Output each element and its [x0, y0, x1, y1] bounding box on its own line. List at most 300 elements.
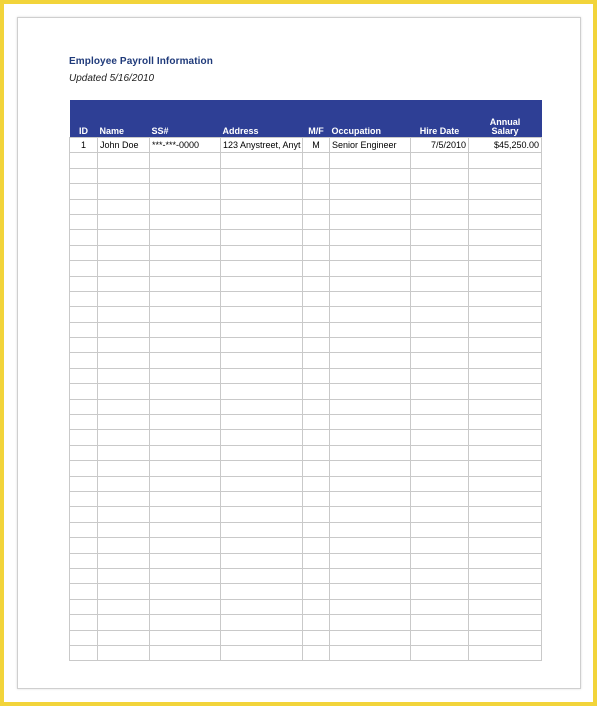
- empty-cell[interactable]: [70, 630, 98, 645]
- empty-cell[interactable]: [303, 645, 330, 660]
- empty-cell[interactable]: [70, 445, 98, 460]
- empty-cell[interactable]: [70, 399, 98, 414]
- empty-cell[interactable]: [150, 399, 221, 414]
- empty-cell[interactable]: [221, 214, 303, 229]
- empty-cell[interactable]: [330, 291, 411, 306]
- empty-cell[interactable]: [469, 568, 542, 583]
- empty-cell[interactable]: [221, 615, 303, 630]
- header-gender[interactable]: M/F: [303, 100, 330, 138]
- empty-cell[interactable]: [303, 230, 330, 245]
- empty-cell[interactable]: [303, 168, 330, 183]
- empty-cell[interactable]: [98, 584, 150, 599]
- empty-cell[interactable]: [98, 338, 150, 353]
- cell-occupation[interactable]: Senior Engineer: [330, 138, 411, 153]
- table-row: [70, 261, 542, 276]
- empty-cell[interactable]: [411, 353, 469, 368]
- empty-cell[interactable]: [411, 445, 469, 460]
- empty-cell[interactable]: [330, 599, 411, 614]
- empty-cell[interactable]: [221, 291, 303, 306]
- empty-cell[interactable]: [469, 399, 542, 414]
- cell-hire-date[interactable]: 7/5/2010: [411, 138, 469, 153]
- empty-cell[interactable]: [98, 553, 150, 568]
- empty-cell[interactable]: [469, 276, 542, 291]
- empty-cell[interactable]: [411, 615, 469, 630]
- empty-cell[interactable]: [150, 291, 221, 306]
- table-row: [70, 461, 542, 476]
- empty-cell[interactable]: [303, 568, 330, 583]
- empty-cell[interactable]: [221, 599, 303, 614]
- empty-cell[interactable]: [98, 491, 150, 506]
- empty-cell[interactable]: [221, 445, 303, 460]
- empty-cell[interactable]: [411, 430, 469, 445]
- empty-cell[interactable]: [469, 584, 542, 599]
- empty-cell[interactable]: [411, 261, 469, 276]
- empty-cell[interactable]: [221, 522, 303, 537]
- empty-cell[interactable]: [411, 538, 469, 553]
- empty-cell[interactable]: [70, 584, 98, 599]
- payroll-table: [69, 100, 542, 661]
- empty-cell[interactable]: [330, 168, 411, 183]
- empty-cell[interactable]: [98, 615, 150, 630]
- empty-cell[interactable]: [150, 568, 221, 583]
- empty-cell[interactable]: [469, 168, 542, 183]
- empty-cell[interactable]: [70, 415, 98, 430]
- header-annual-salary-label: Annual Salary: [489, 117, 521, 136]
- empty-cell[interactable]: [469, 476, 542, 491]
- cell-gender[interactable]: M: [303, 138, 330, 153]
- empty-cell[interactable]: [330, 214, 411, 229]
- empty-cell[interactable]: [150, 538, 221, 553]
- empty-cell[interactable]: [98, 384, 150, 399]
- empty-cell[interactable]: [70, 522, 98, 537]
- empty-cell[interactable]: [411, 245, 469, 260]
- empty-cell[interactable]: [98, 322, 150, 337]
- empty-cell[interactable]: [469, 307, 542, 322]
- table-row: [70, 245, 542, 260]
- empty-cell[interactable]: [330, 384, 411, 399]
- empty-cell[interactable]: [150, 245, 221, 260]
- empty-cell[interactable]: [303, 522, 330, 537]
- empty-cell[interactable]: [98, 645, 150, 660]
- empty-cell[interactable]: [330, 261, 411, 276]
- empty-cell[interactable]: [221, 568, 303, 583]
- empty-cell[interactable]: [469, 353, 542, 368]
- empty-cell[interactable]: [330, 415, 411, 430]
- empty-cell[interactable]: [150, 461, 221, 476]
- empty-cell[interactable]: [411, 584, 469, 599]
- table-row: [70, 276, 542, 291]
- empty-cell[interactable]: [411, 230, 469, 245]
- empty-cell[interactable]: [221, 184, 303, 199]
- empty-cell[interactable]: [411, 307, 469, 322]
- empty-cell[interactable]: [303, 307, 330, 322]
- empty-cell[interactable]: [303, 553, 330, 568]
- empty-cell[interactable]: [330, 184, 411, 199]
- empty-cell[interactable]: [98, 261, 150, 276]
- table-row: [70, 353, 542, 368]
- empty-cell[interactable]: [330, 630, 411, 645]
- empty-cell[interactable]: [70, 599, 98, 614]
- empty-cell[interactable]: [221, 168, 303, 183]
- empty-cell[interactable]: [330, 368, 411, 383]
- empty-cell[interactable]: [303, 430, 330, 445]
- empty-cell[interactable]: [150, 368, 221, 383]
- empty-cell[interactable]: [221, 338, 303, 353]
- empty-cell[interactable]: [70, 168, 98, 183]
- empty-cell[interactable]: [330, 507, 411, 522]
- empty-cell[interactable]: [469, 491, 542, 506]
- empty-cell[interactable]: [411, 368, 469, 383]
- empty-cell[interactable]: [221, 353, 303, 368]
- table-row: [70, 615, 542, 630]
- empty-cell[interactable]: [70, 153, 98, 168]
- empty-cell[interactable]: [330, 153, 411, 168]
- empty-cell[interactable]: [70, 276, 98, 291]
- empty-cell[interactable]: [303, 584, 330, 599]
- empty-cell[interactable]: [469, 184, 542, 199]
- empty-cell[interactable]: [303, 353, 330, 368]
- empty-cell[interactable]: [411, 322, 469, 337]
- empty-cell[interactable]: [221, 538, 303, 553]
- empty-cell[interactable]: [411, 276, 469, 291]
- empty-cell[interactable]: [469, 615, 542, 630]
- empty-cell[interactable]: [330, 615, 411, 630]
- empty-cell[interactable]: [411, 168, 469, 183]
- empty-cell[interactable]: [221, 261, 303, 276]
- empty-cell[interactable]: [98, 230, 150, 245]
- cell-name[interactable]: John Doe: [98, 138, 150, 153]
- empty-cell[interactable]: [469, 430, 542, 445]
- cell-address[interactable]: 123 Anystreet, Anyt: [221, 138, 303, 153]
- empty-cell[interactable]: [98, 568, 150, 583]
- empty-cell[interactable]: [221, 153, 303, 168]
- empty-cell[interactable]: [221, 276, 303, 291]
- empty-cell[interactable]: [70, 230, 98, 245]
- header-name[interactable]: Name: [98, 100, 150, 138]
- empty-cell[interactable]: [330, 584, 411, 599]
- table-row: [70, 138, 542, 153]
- empty-cell[interactable]: [98, 245, 150, 260]
- empty-cell[interactable]: [411, 507, 469, 522]
- empty-cell[interactable]: [330, 553, 411, 568]
- empty-cell[interactable]: [70, 553, 98, 568]
- empty-cell[interactable]: [221, 430, 303, 445]
- empty-cell[interactable]: [330, 538, 411, 553]
- empty-cell[interactable]: [150, 214, 221, 229]
- empty-cell[interactable]: [411, 476, 469, 491]
- empty-cell[interactable]: [150, 415, 221, 430]
- empty-cell[interactable]: [411, 630, 469, 645]
- empty-cell[interactable]: [221, 584, 303, 599]
- empty-cell[interactable]: [98, 168, 150, 183]
- empty-cell[interactable]: [150, 199, 221, 214]
- empty-cell[interactable]: [330, 568, 411, 583]
- empty-cell[interactable]: [98, 291, 150, 306]
- empty-cell[interactable]: [98, 199, 150, 214]
- empty-cell[interactable]: [221, 415, 303, 430]
- empty-cell[interactable]: [98, 184, 150, 199]
- empty-cell[interactable]: [221, 461, 303, 476]
- empty-cell[interactable]: [303, 276, 330, 291]
- empty-cell[interactable]: [469, 291, 542, 306]
- empty-cell[interactable]: [411, 399, 469, 414]
- empty-cell[interactable]: [303, 491, 330, 506]
- empty-cell[interactable]: [70, 338, 98, 353]
- empty-cell[interactable]: [150, 261, 221, 276]
- empty-cell[interactable]: [221, 384, 303, 399]
- empty-cell[interactable]: [330, 399, 411, 414]
- empty-cell[interactable]: [98, 476, 150, 491]
- empty-cell[interactable]: [98, 153, 150, 168]
- empty-cell[interactable]: [150, 276, 221, 291]
- cell-annual-salary[interactable]: $45,250.00: [469, 138, 542, 153]
- empty-cell[interactable]: [70, 353, 98, 368]
- header-hire-date[interactable]: Hire Date: [411, 100, 469, 138]
- empty-cell[interactable]: [98, 368, 150, 383]
- empty-cell[interactable]: [70, 291, 98, 306]
- empty-cell[interactable]: [150, 522, 221, 537]
- empty-cell[interactable]: [98, 430, 150, 445]
- empty-cell[interactable]: [221, 491, 303, 506]
- empty-cell[interactable]: [469, 507, 542, 522]
- empty-cell[interactable]: [469, 199, 542, 214]
- empty-cell[interactable]: [330, 461, 411, 476]
- cell-ssn[interactable]: ***-***-0000: [150, 138, 221, 153]
- empty-cell[interactable]: [221, 368, 303, 383]
- empty-cell[interactable]: [98, 415, 150, 430]
- empty-cell[interactable]: [150, 507, 221, 522]
- empty-cell[interactable]: [411, 384, 469, 399]
- empty-cell[interactable]: [303, 291, 330, 306]
- empty-cell[interactable]: [469, 245, 542, 260]
- empty-cell[interactable]: [150, 322, 221, 337]
- empty-cell[interactable]: [221, 630, 303, 645]
- empty-cell[interactable]: [98, 507, 150, 522]
- cell-id[interactable]: 1: [70, 138, 98, 153]
- empty-cell[interactable]: [150, 353, 221, 368]
- table-header-row: [70, 100, 542, 138]
- page-frame: [4, 4, 593, 702]
- empty-cell[interactable]: [303, 445, 330, 460]
- header-id[interactable]: ID: [70, 100, 98, 138]
- empty-cell[interactable]: [70, 368, 98, 383]
- empty-cell[interactable]: [98, 214, 150, 229]
- empty-cell[interactable]: [221, 507, 303, 522]
- empty-cell[interactable]: [469, 230, 542, 245]
- empty-cell[interactable]: [411, 415, 469, 430]
- empty-cell[interactable]: [303, 153, 330, 168]
- empty-cell[interactable]: [303, 599, 330, 614]
- empty-cell[interactable]: [221, 230, 303, 245]
- empty-cell[interactable]: [98, 599, 150, 614]
- empty-cell[interactable]: [221, 307, 303, 322]
- empty-cell[interactable]: [150, 338, 221, 353]
- empty-cell[interactable]: [469, 445, 542, 460]
- empty-cell[interactable]: [70, 568, 98, 583]
- empty-cell[interactable]: [70, 322, 98, 337]
- empty-cell[interactable]: [411, 491, 469, 506]
- empty-cell[interactable]: [98, 353, 150, 368]
- empty-cell[interactable]: [330, 322, 411, 337]
- empty-cell[interactable]: [411, 599, 469, 614]
- empty-cell[interactable]: [70, 476, 98, 491]
- empty-cell[interactable]: [303, 461, 330, 476]
- header-annual-salary[interactable]: [469, 100, 542, 138]
- empty-cell[interactable]: [469, 415, 542, 430]
- header-ssn[interactable]: SS#: [150, 100, 221, 138]
- empty-cell[interactable]: [469, 645, 542, 660]
- table-row: [70, 307, 542, 322]
- empty-cell[interactable]: [70, 461, 98, 476]
- empty-cell[interactable]: [70, 245, 98, 260]
- empty-cell[interactable]: [150, 230, 221, 245]
- empty-cell[interactable]: [411, 461, 469, 476]
- empty-cell[interactable]: [330, 245, 411, 260]
- empty-cell[interactable]: [150, 630, 221, 645]
- empty-cell[interactable]: [303, 245, 330, 260]
- empty-cell[interactable]: [411, 645, 469, 660]
- empty-cell[interactable]: [303, 630, 330, 645]
- empty-cell[interactable]: [411, 522, 469, 537]
- empty-cell[interactable]: [411, 199, 469, 214]
- empty-cell[interactable]: [330, 430, 411, 445]
- empty-cell[interactable]: [150, 599, 221, 614]
- empty-cell[interactable]: [221, 645, 303, 660]
- empty-cell[interactable]: [303, 507, 330, 522]
- empty-cell[interactable]: [70, 430, 98, 445]
- empty-cell[interactable]: [150, 491, 221, 506]
- empty-cell[interactable]: [150, 184, 221, 199]
- empty-cell[interactable]: [70, 615, 98, 630]
- empty-cell[interactable]: [411, 338, 469, 353]
- empty-cell[interactable]: [98, 307, 150, 322]
- empty-cell[interactable]: [303, 261, 330, 276]
- header-address[interactable]: Address: [221, 100, 303, 138]
- empty-cell[interactable]: [469, 261, 542, 276]
- empty-cell[interactable]: [98, 522, 150, 537]
- empty-cell[interactable]: [469, 214, 542, 229]
- empty-cell[interactable]: [70, 307, 98, 322]
- table-row: [70, 368, 542, 383]
- empty-cell[interactable]: [221, 245, 303, 260]
- empty-cell[interactable]: [469, 153, 542, 168]
- empty-cell[interactable]: [330, 338, 411, 353]
- empty-cell[interactable]: [411, 568, 469, 583]
- empty-cell[interactable]: [150, 445, 221, 460]
- empty-cell[interactable]: [98, 445, 150, 460]
- empty-cell[interactable]: [469, 338, 542, 353]
- empty-cell[interactable]: [70, 538, 98, 553]
- table-row: [70, 630, 542, 645]
- empty-cell[interactable]: [70, 491, 98, 506]
- empty-cell[interactable]: [303, 415, 330, 430]
- table-row: [70, 184, 542, 199]
- empty-cell[interactable]: [303, 384, 330, 399]
- empty-cell[interactable]: [330, 276, 411, 291]
- empty-cell[interactable]: [303, 214, 330, 229]
- empty-cell[interactable]: [150, 553, 221, 568]
- empty-cell[interactable]: [70, 214, 98, 229]
- empty-cell[interactable]: [469, 553, 542, 568]
- empty-cell[interactable]: [150, 153, 221, 168]
- empty-cell[interactable]: [469, 368, 542, 383]
- empty-cell[interactable]: [70, 184, 98, 199]
- empty-cell[interactable]: [411, 214, 469, 229]
- empty-cell[interactable]: [221, 199, 303, 214]
- empty-cell[interactable]: [330, 353, 411, 368]
- empty-cell[interactable]: [330, 445, 411, 460]
- empty-cell[interactable]: [469, 461, 542, 476]
- empty-cell[interactable]: [303, 199, 330, 214]
- empty-cell[interactable]: [303, 399, 330, 414]
- empty-cell[interactable]: [303, 322, 330, 337]
- payroll-table-wrapper: [69, 100, 541, 661]
- empty-cell[interactable]: [330, 230, 411, 245]
- empty-cell[interactable]: [221, 322, 303, 337]
- table-row: [70, 476, 542, 491]
- empty-cell[interactable]: [150, 307, 221, 322]
- empty-cell[interactable]: [150, 168, 221, 183]
- empty-cell[interactable]: [303, 338, 330, 353]
- empty-cell[interactable]: [303, 476, 330, 491]
- empty-cell[interactable]: [469, 322, 542, 337]
- empty-cell[interactable]: [150, 430, 221, 445]
- empty-cell[interactable]: [330, 522, 411, 537]
- empty-cell[interactable]: [411, 291, 469, 306]
- header-occupation[interactable]: Occupation: [330, 100, 411, 138]
- empty-cell[interactable]: [411, 184, 469, 199]
- empty-cell[interactable]: [150, 645, 221, 660]
- empty-cell[interactable]: [330, 645, 411, 660]
- empty-cell[interactable]: [221, 399, 303, 414]
- empty-cell[interactable]: [70, 384, 98, 399]
- table-row: [70, 568, 542, 583]
- empty-cell[interactable]: [221, 553, 303, 568]
- empty-cell[interactable]: [469, 522, 542, 537]
- empty-cell[interactable]: [150, 476, 221, 491]
- empty-cell[interactable]: [330, 307, 411, 322]
- empty-cell[interactable]: [303, 184, 330, 199]
- empty-cell[interactable]: [411, 153, 469, 168]
- empty-cell[interactable]: [303, 615, 330, 630]
- empty-cell[interactable]: [221, 476, 303, 491]
- empty-cell[interactable]: [98, 399, 150, 414]
- empty-cell[interactable]: [70, 507, 98, 522]
- empty-cell[interactable]: [150, 584, 221, 599]
- empty-cell[interactable]: [98, 461, 150, 476]
- table-row: [70, 430, 542, 445]
- empty-cell[interactable]: [330, 199, 411, 214]
- empty-cell[interactable]: [330, 491, 411, 506]
- empty-cell[interactable]: [330, 476, 411, 491]
- empty-cell[interactable]: [411, 553, 469, 568]
- empty-cell[interactable]: [150, 384, 221, 399]
- empty-cell[interactable]: [469, 384, 542, 399]
- empty-cell[interactable]: [469, 599, 542, 614]
- empty-cell[interactable]: [150, 615, 221, 630]
- empty-cell[interactable]: [469, 630, 542, 645]
- empty-cell[interactable]: [98, 630, 150, 645]
- empty-cell[interactable]: [469, 538, 542, 553]
- empty-cell[interactable]: [303, 368, 330, 383]
- empty-cell[interactable]: [70, 199, 98, 214]
- empty-cell[interactable]: [70, 261, 98, 276]
- empty-cell[interactable]: [70, 645, 98, 660]
- empty-cell[interactable]: [98, 538, 150, 553]
- empty-cell[interactable]: [98, 276, 150, 291]
- table-row: [70, 445, 542, 460]
- empty-cell[interactable]: [303, 538, 330, 553]
